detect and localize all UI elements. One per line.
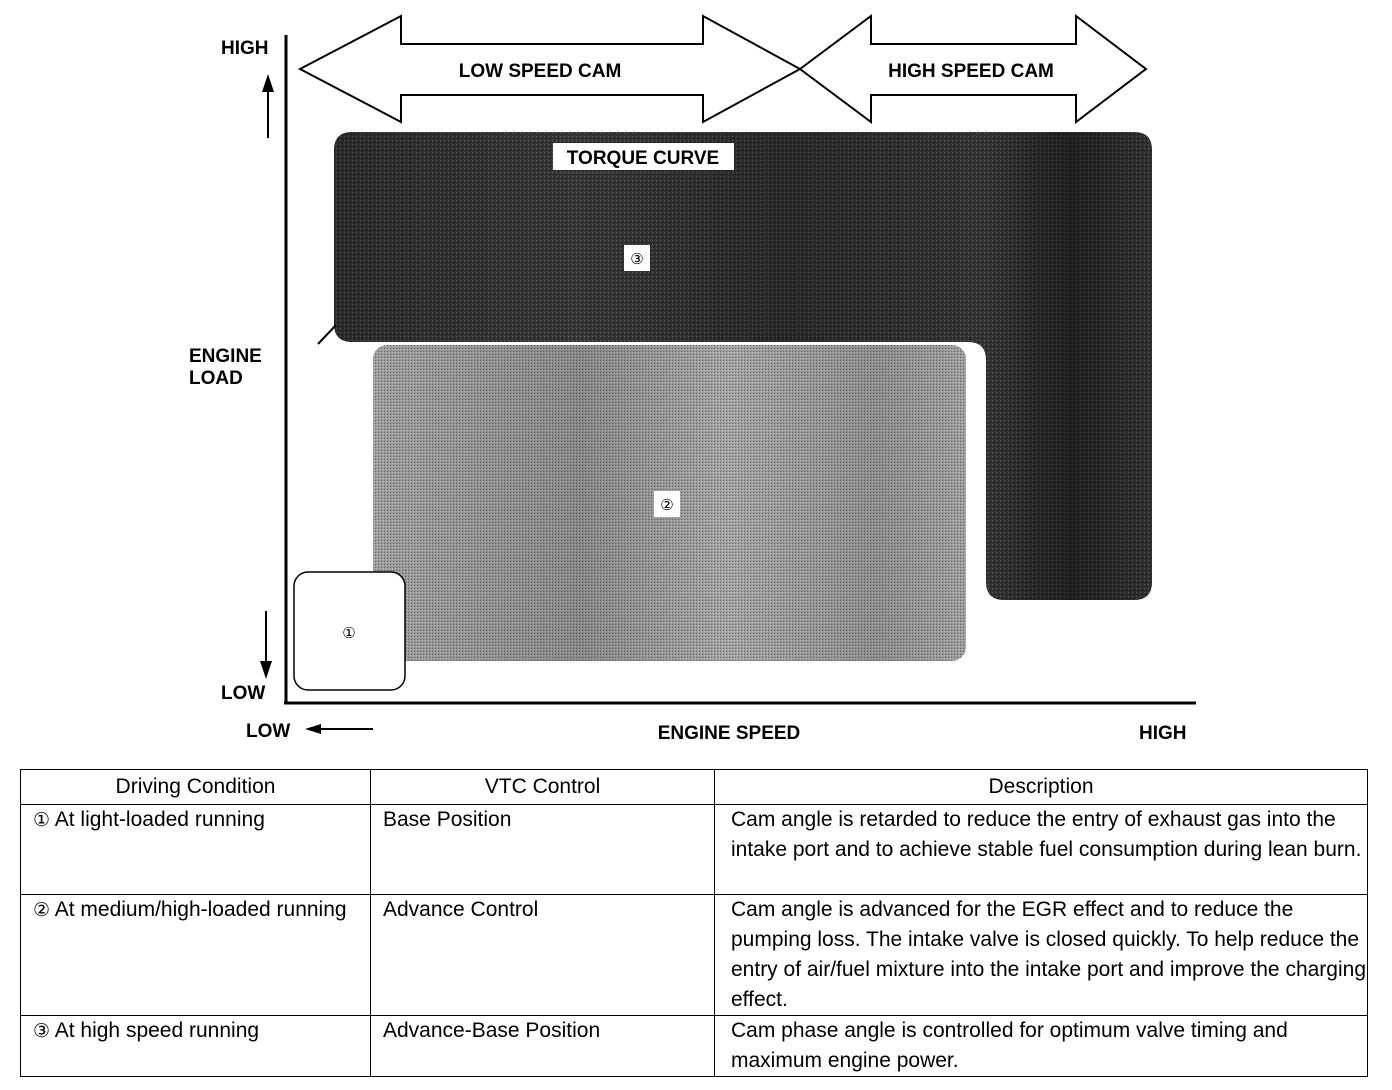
y-axis-down-arrow	[260, 611, 272, 679]
y-axis-low-label: LOW	[221, 683, 266, 704]
x-axis-left-arrow	[305, 724, 373, 734]
condition-text: At light-loaded running	[54, 808, 265, 831]
region-2-number: ②	[660, 496, 674, 514]
condition-text: At high speed running	[54, 1019, 260, 1042]
condition-cell	[21, 805, 371, 895]
low-speed-cam-label: LOW SPEED CAM	[458, 61, 622, 82]
row-number-badge: ③	[33, 1020, 51, 1042]
region-1-light-load	[294, 572, 405, 690]
vtc-control-cell: Advance-Base Position	[371, 1016, 715, 1077]
region-1-number: ①	[342, 624, 356, 642]
table-header-row	[21, 770, 1368, 805]
x-axis-low-label: LOW	[246, 721, 291, 742]
y-axis-high-label: HIGH	[221, 38, 269, 59]
table-row	[21, 1016, 1368, 1077]
torque-curve-leader	[318, 325, 336, 344]
high-speed-cam-label: HIGH SPEED CAM	[888, 61, 1054, 82]
region-3-badge	[624, 245, 650, 271]
vtc-control-table	[20, 769, 1368, 1077]
y-axis-up-arrow	[262, 74, 274, 138]
region-2-badge	[654, 491, 680, 517]
condition-cell	[21, 895, 371, 1016]
y-axis-title-line2: LOAD	[189, 368, 243, 389]
torque-curve-label: TORQUE CURVE	[566, 148, 720, 169]
vtc-control-cell: Advance Control	[371, 895, 715, 1016]
y-axis-title-line1: ENGINE	[189, 346, 262, 367]
header-vtc-control: VTC Control	[371, 770, 715, 805]
condition-cell	[21, 1016, 371, 1077]
row-number-badge: ②	[33, 899, 51, 921]
x-axis-title: ENGINE SPEED	[657, 723, 801, 744]
table-row	[21, 805, 1368, 895]
region-3-number: ③	[630, 250, 644, 268]
condition-text: At medium/high-loaded running	[54, 898, 347, 921]
torque-curve-label-box	[553, 143, 734, 170]
description-cell: Cam phase angle is controlled for optimum valve timing and maximum engine power.	[715, 1016, 1368, 1077]
row-number-badge: ①	[33, 809, 51, 831]
header-description: Description	[715, 770, 1368, 805]
x-axis-high-label: HIGH	[1139, 723, 1187, 744]
header-driving-condition: Driving Condition	[21, 770, 371, 805]
table-row	[21, 895, 1368, 1016]
description-cell: Cam angle is retarded to reduce the entry of exhaust gas into the intake port and to achieve stable fuel consumption during lean burn.	[715, 805, 1368, 895]
vtc-control-cell: Base Position	[371, 805, 715, 895]
description-cell: Cam angle is advanced for the EGR effect and to reduce the pumping loss. The intake valve is closed quickly. To help reduce the entry of air/fuel mixture into the intake port and improve the charging effect.	[715, 895, 1368, 1016]
